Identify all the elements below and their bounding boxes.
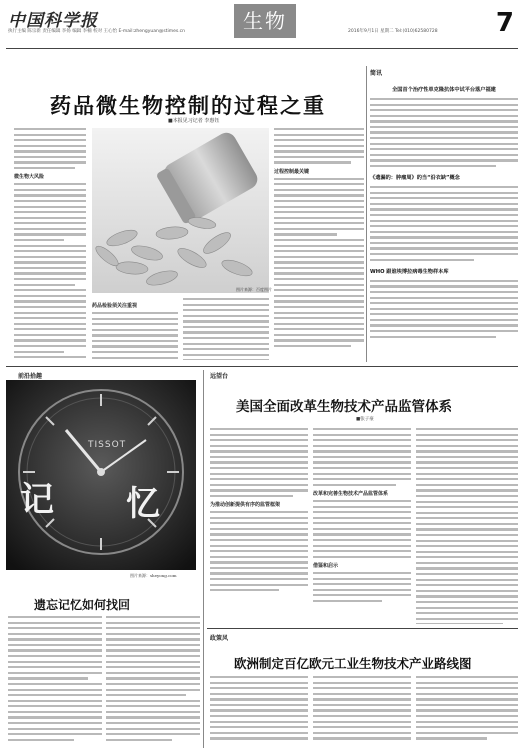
observation-subhead-2: 改革和完善生物技术产品监管体系	[313, 490, 389, 497]
lead-headline: 药品微生物控制的过程之重	[50, 94, 326, 118]
frontier-divider	[203, 370, 204, 748]
policy-tag: 政策风	[210, 635, 229, 642]
masthead-editors: 执行主编 陈宗新 责任编辑 李扬 编辑 李楠 校对 王心怡 E-mail:zhengyuan@stimes.cn	[8, 29, 185, 34]
policy-rule	[207, 628, 518, 629]
policy-column-3	[416, 676, 518, 748]
header-rule	[6, 48, 518, 49]
policy-headline: 欧洲制定百亿欧元工业生物技术产业路线图	[234, 656, 472, 671]
watch-brand-logo: TISSOT	[88, 440, 127, 450]
lead-byline: ■本报见习记者 李惠钰	[168, 118, 220, 124]
memory-char-ji: 记	[20, 480, 54, 520]
lead-column-2b	[183, 298, 269, 360]
masthead-logo: 中国科学报	[8, 11, 98, 31]
observation-column-3	[416, 428, 518, 624]
lead-column-2a	[92, 298, 178, 360]
observation-column-1	[210, 428, 308, 624]
page-number: 7	[495, 8, 514, 38]
brief-title-2: 《遗漏的：肿瘤周》的当“沿衣缺”概念	[370, 175, 460, 182]
lead-subhead-3: 药品检验须关注重视	[92, 303, 138, 309]
observation-headline: 美国全面改革生物技术产品监管体系	[236, 399, 452, 415]
briefs-column	[370, 68, 518, 368]
frontier-column-1	[8, 616, 102, 748]
memory-char-yi: 忆	[126, 484, 160, 524]
pill-bottle-photo	[92, 128, 269, 293]
frontier-tag: 前沿拾趣	[18, 373, 43, 380]
briefs-divider	[366, 66, 367, 362]
lead-subhead-1: 微生物大风险	[14, 174, 45, 181]
section-tab: 生物	[234, 4, 296, 38]
observation-byline: ■张子豪	[356, 417, 374, 422]
mid-rule	[6, 366, 518, 367]
brief-title-3: WHO 跟谁埃博拉病毒生物样本库	[370, 268, 449, 275]
observation-tag: 远望台	[210, 373, 229, 380]
brief-title-1: 全国首个治疗性单克隆抗体中试平台落户福建	[392, 87, 496, 93]
frontier-column-2	[106, 616, 200, 748]
policy-column-1	[210, 676, 308, 748]
policy-column-2	[313, 676, 411, 748]
page-header	[0, 0, 524, 52]
watch-photo	[6, 380, 196, 570]
observation-subhead-1: 为推动创新提供有序的监管框架	[210, 502, 281, 509]
pill-photo-credit: 图片来源：百度图片	[236, 287, 272, 292]
observation-subhead-3: 借鉴和启示	[313, 562, 339, 569]
issue-date: 2016年9月1日 星期二 Tel:(010)62580728	[348, 29, 438, 34]
briefs-tag: 简讯	[370, 70, 383, 77]
frontier-title: 遗忘记忆如何找回	[34, 598, 131, 612]
lead-subhead-2: 过程控制最关键	[274, 168, 310, 175]
watch-photo-credit: 图片来源：sheyong.com	[130, 573, 177, 578]
observation-column-2	[313, 428, 411, 624]
lead-column-3	[274, 128, 364, 358]
lead-column-1	[14, 128, 86, 358]
